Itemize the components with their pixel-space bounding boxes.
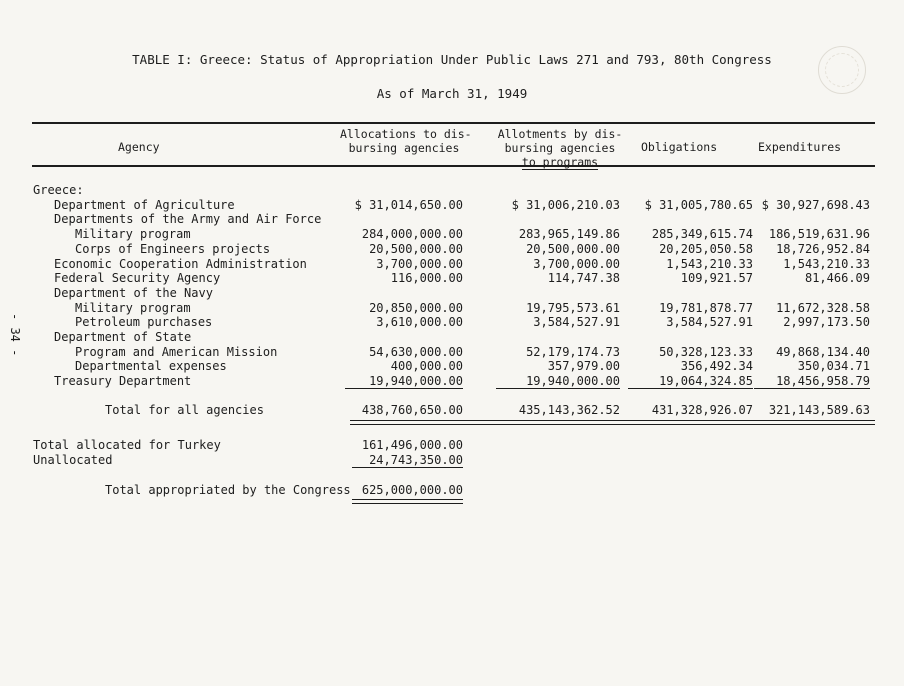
row-label: Department of the Navy [54, 285, 213, 300]
total-allocations: 438,760,650.00 [361, 403, 463, 417]
cell-allocations: $ 31,014,650.00 [354, 197, 463, 212]
cell-obligations: 19,064,324.85 [628, 374, 753, 389]
cell-allocations: 20,500,000.00 [369, 241, 463, 256]
grand-total-double-rule-1 [352, 499, 463, 500]
cell-obligations: 1,543,210.33 [666, 256, 753, 271]
row-label: Corps of Engineers projects [75, 241, 271, 256]
cell-allotments: 114,747.38 [547, 271, 620, 286]
row-label: Economic Cooperation Administration [54, 256, 307, 271]
cell-obligations: 285,349,615.74 [651, 227, 753, 242]
row-label: Departments of the Army and Air Force [54, 212, 322, 227]
total-double-rule-1 [350, 420, 875, 421]
cell-expenditures: 186,519,631.96 [768, 227, 870, 242]
total-expenditures: 321,143,589.63 [768, 403, 870, 417]
total-double-rule-2 [350, 424, 875, 425]
header-allotments-line3: to programs [521, 155, 599, 169]
header-agency: Agency [118, 140, 160, 154]
header-allocations-line1: Allocations to dis- [340, 127, 472, 141]
row-label: Greece: [33, 183, 84, 197]
cell-allotments: 3,584,527.91 [533, 315, 620, 330]
cell-expenditures: 1,543,210.33 [783, 256, 870, 271]
cell-obligations: 19,781,878.77 [659, 300, 753, 315]
cell-expenditures: 18,726,952.84 [776, 241, 870, 256]
header-allocations [340, 127, 472, 155]
header-allocations-line2: bursing agencies [348, 141, 460, 155]
row-label: Federal Security Agency [54, 271, 221, 286]
grand-total-value: 625,000,000.00 [361, 483, 463, 497]
cell-allotments: 357,979.00 [547, 359, 620, 374]
cell-allotments: 19,940,000.00 [496, 374, 620, 389]
cell-allocations: 116,000.00 [390, 271, 463, 286]
cell-allotments: 283,965,149.86 [518, 227, 620, 242]
cell-allocations: 20,850,000.00 [369, 300, 463, 315]
row-label: Program and American Mission [75, 344, 278, 359]
turkey-label: Total allocated for Turkey [33, 438, 221, 452]
header-bottom-rule [32, 165, 875, 167]
cell-expenditures: $ 30,927,698.43 [761, 197, 870, 212]
header-allotments-line1: Allotments by dis- [497, 127, 623, 141]
cell-allotments: 20,500,000.00 [526, 241, 620, 256]
header-expenditures: Expenditures [758, 140, 842, 154]
turkey-value: 161,496,000.00 [361, 438, 463, 452]
cell-allocations: 3,610,000.00 [376, 315, 463, 330]
page-number: - 34 - [8, 313, 22, 357]
table-subtitle: As of March 31, 1949 [376, 86, 528, 101]
cell-expenditures: 11,672,328.58 [776, 300, 870, 315]
total-obligations: 431,328,926.07 [651, 403, 753, 417]
cell-obligations: 3,584,527.91 [666, 315, 753, 330]
cell-allocations: 19,940,000.00 [345, 374, 463, 389]
header-allotments [496, 127, 624, 170]
cell-allotments: 19,795,573.61 [526, 300, 620, 315]
cell-obligations: 20,205,050.58 [659, 241, 753, 256]
cell-obligations: 50,328,123.33 [659, 344, 753, 359]
row-label: Military program [75, 300, 191, 315]
cell-allocations: 284,000,000.00 [361, 227, 463, 242]
cell-allotments: $ 31,006,210.03 [511, 197, 620, 212]
row-label: Department of Agriculture [54, 197, 235, 212]
header-allotments-line2: bursing agencies [504, 141, 616, 155]
cell-allocations: 3,700,000.00 [376, 256, 463, 271]
total-label: Total for all agencies [105, 403, 264, 417]
total-allotments: 435,143,362.52 [518, 403, 620, 417]
cell-expenditures: 2,997,173.50 [783, 315, 870, 330]
cell-expenditures: 81,466.09 [804, 271, 870, 286]
cell-allocations: 400,000.00 [390, 359, 463, 374]
cell-expenditures: 49,868,134.40 [776, 344, 870, 359]
grand-total-double-rule-2 [352, 503, 463, 504]
cell-allocations: 54,630,000.00 [369, 344, 463, 359]
row-label: Petroleum purchases [75, 315, 213, 330]
cell-allotments: 3,700,000.00 [533, 256, 620, 271]
header-obligations: Obligations [641, 140, 718, 154]
row-label: Treasury Department [54, 374, 192, 389]
table-title: TABLE I: Greece: Status of Appropriation Under Public Laws 271 and 793, 80th Congress [132, 52, 772, 67]
library-stamp [818, 46, 866, 94]
header-top-rule [32, 122, 875, 124]
row-label: Departmental expenses [75, 359, 227, 374]
grand-total-label: Total appropriated by the Congress [105, 483, 351, 497]
cell-allotments: 52,179,174.73 [526, 344, 620, 359]
cell-obligations: 356,492.34 [680, 359, 753, 374]
cell-expenditures: 350,034.71 [797, 359, 870, 374]
row-label: Military program [75, 227, 191, 242]
row-label: Department of State [54, 330, 192, 344]
cell-expenditures: 18,456,958.79 [754, 374, 870, 389]
unallocated-label: Unallocated [33, 453, 113, 467]
cell-obligations: $ 31,005,780.65 [644, 197, 753, 212]
unallocated-value: 24,743,350.00 [352, 453, 463, 468]
cell-obligations: 109,921.57 [680, 271, 753, 286]
